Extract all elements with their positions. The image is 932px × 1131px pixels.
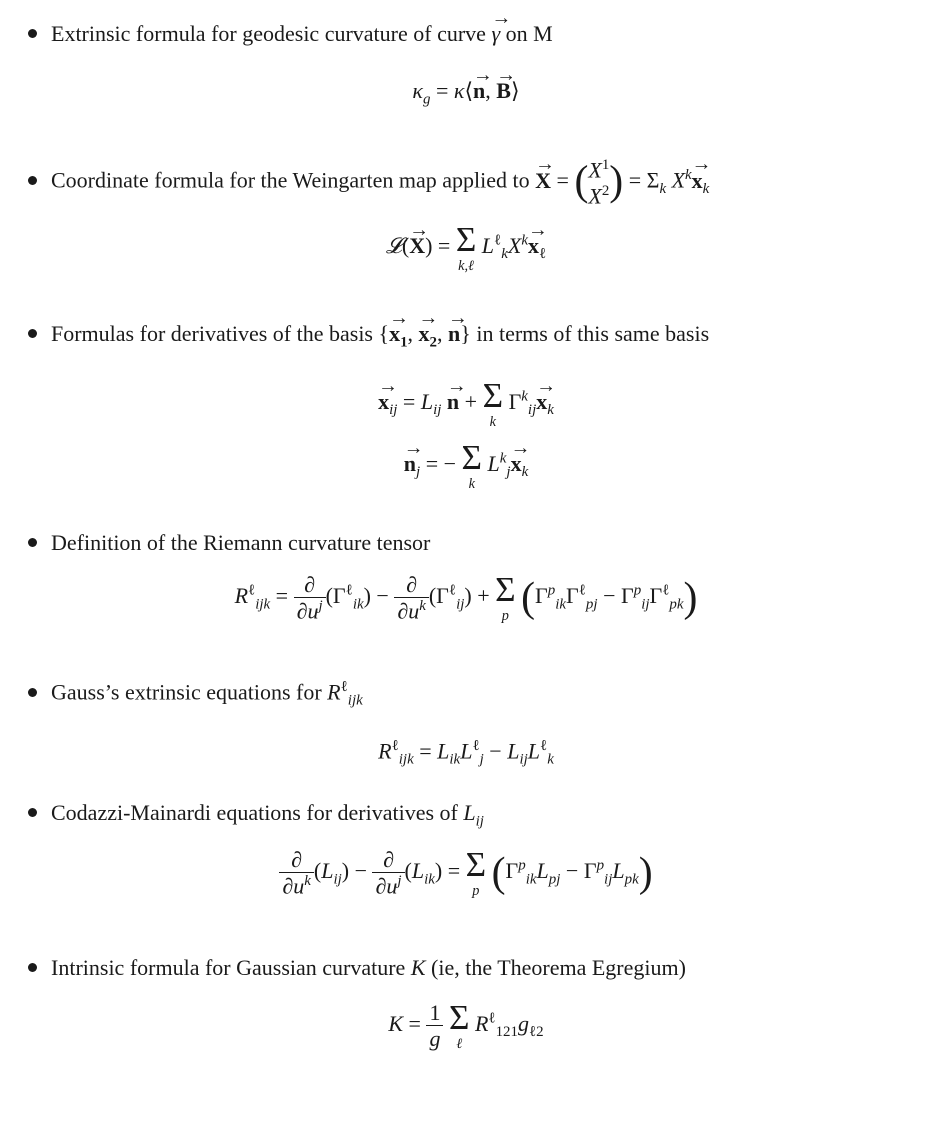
bullet-dot bbox=[28, 29, 37, 38]
equation-codazzi: $\frac{\partial}{\partial u^k}$ $(L_{ij})$ − $\frac{\partial}{\partial u^j}$ $(L_{ik})$ = Σ p $(\Gamma^p_{ik}L_{pj} - \Gamma^p_{ij}L_{pk})$ bbox=[0, 847, 932, 899]
item-title-tail: (ie, the Theorema Egregium) bbox=[431, 955, 686, 980]
item-title: Coordinate formula for the Weingarten map applied to bbox=[51, 167, 530, 193]
item-title: Definition of the Riemann curvature tensor bbox=[51, 530, 431, 555]
bullet-codazzi: Codazzi-Mainardi equations for derivatives of $L_{ij}$ bbox=[28, 802, 484, 829]
bullet-dot bbox=[28, 808, 37, 817]
bullet-dot bbox=[28, 688, 37, 697]
bullet-dot bbox=[28, 176, 37, 185]
equation-basis-derivative-n: → $n_j$ = − Σ k $L^k_j\to x_k$ bbox=[0, 440, 932, 492]
item-title: Gauss’s extrinsic equations for bbox=[51, 679, 322, 705]
item-title-tail: in terms of this same basis bbox=[476, 321, 710, 346]
equation-riemann: $R^\ell_{ijk}$ = $\frac{\partial}{\partial u^j}$ $(\Gamma^\ell_{ik})$ − $\frac{\partial}{\partial u^k}$ $(\Gamma^\ell_{ij})$ + Σ p $(\Gamma^p_{ik}\Gamma^\ell_{pj} - \Gamma^p_{ij}\Gamma^\ell_{pk})$ bbox=[234, 570, 698, 625]
bullet-dot bbox=[28, 538, 37, 547]
bullet-geodesic-curvature: Extrinsic formula for geodesic curvature of curve → γ on M bbox=[28, 23, 553, 45]
item-title: Intrinsic formula for Gaussian curvature bbox=[51, 955, 406, 980]
bullet-gauss: Gauss’s extrinsic equations for $R^\ell_{ijk}$ bbox=[28, 680, 363, 709]
equation-weingarten: 𝓛(→ X) = Σ k,ℓ $L^\ell_kX^k\to x_\ell$ bbox=[0, 222, 932, 274]
bullet-weingarten: Coordinate formula for the Weingarten map applied to → $X = (X^1$ $X^2) = \Sigma_k$ $X^k\to x_k$ bbox=[28, 157, 709, 208]
item-title: Codazzi-Mainardi equations for derivatives of bbox=[51, 800, 458, 825]
bullet-basis-derivatives: Formulas for derivatives of the basis {→ $x_1$, → $x_2$, → n} in terms of this same basis bbox=[28, 323, 709, 350]
bullet-riemann bbox=[28, 532, 430, 554]
bullet-dot bbox=[28, 963, 37, 972]
item-title: Formulas for derivatives of the basis bbox=[51, 321, 373, 346]
bullet-dot bbox=[28, 329, 37, 338]
item-title: Extrinsic formula for geodesic curvature of curve bbox=[51, 21, 486, 46]
item-title-tail: on M bbox=[505, 21, 553, 46]
bullet-gaussian-curvature: Intrinsic formula for Gaussian curvature K (ie, the Theorema Egregium) bbox=[28, 957, 686, 979]
equation-theorema-egregium: K = $\frac{1}{g}$ Σ ℓ $R^\ell_{121}g_{\ell 2}$ bbox=[388, 998, 544, 1053]
equation-basis-derivative-x: → $x_{ij} = L_{ij} \to n$ + Σ k $\Gamma^k_{ij}\to x_k$ bbox=[0, 378, 932, 430]
equation-gauss: $R^\ell_{ijk} = L_{ik}L^\ell_j - L_{ij}L^\ell_k$ bbox=[378, 738, 554, 768]
equation-geodesic-curvature: $\kappa_g$ = κ⟨→ n, → B⟩ bbox=[0, 78, 932, 108]
